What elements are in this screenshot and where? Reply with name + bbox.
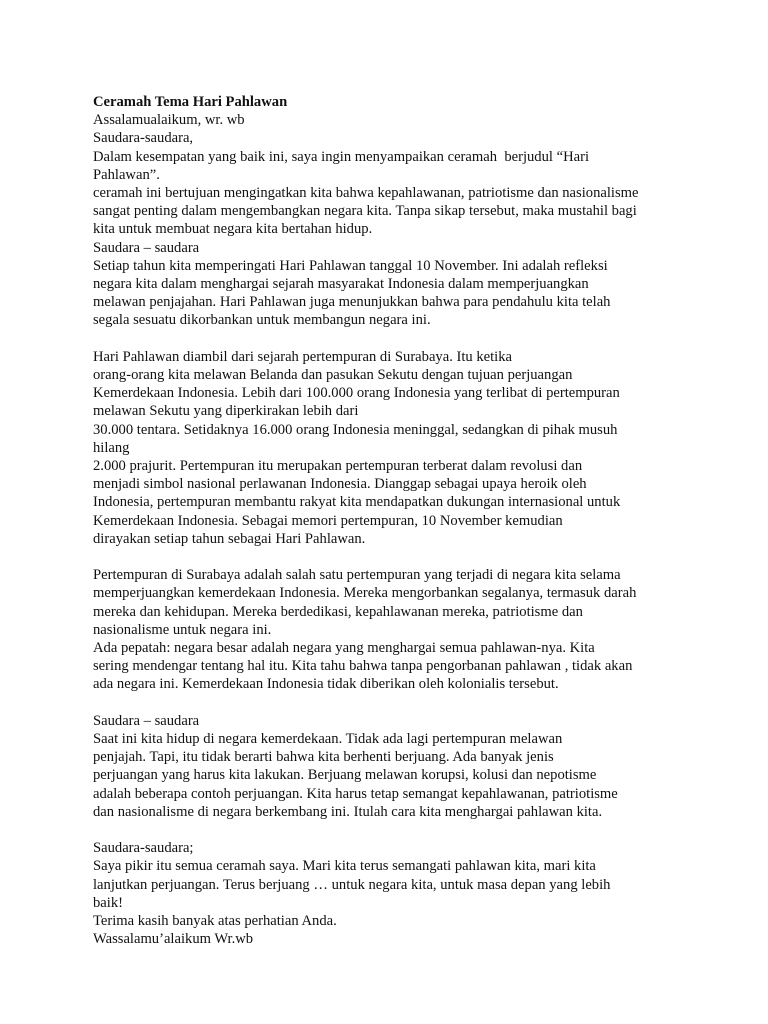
text-line: segala sesuatu dikorbankan untuk membangun negara ini. [93, 312, 431, 329]
text-line: Wassalamu’alaikum Wr.wb [93, 931, 254, 948]
document-title: Ceramah Tema Hari Pahlawan [93, 94, 288, 110]
text-line: mereka dan kehidupan. Mereka berdedikasi, kepahlawanan mereka, patriotisme dan [93, 603, 583, 620]
text-line: hilang [93, 439, 130, 456]
paragraph-gap [93, 694, 683, 712]
surabaya-section [93, 566, 683, 693]
text-line: dan nasionalisme di negara berkembang ini. Itulah cara kita menghargai pahlawan kita. [93, 803, 603, 820]
text-line: Pahlawan”. [93, 166, 160, 183]
text-line: baik! [93, 894, 123, 911]
text-line: Saudara-saudara, [93, 130, 194, 147]
text-line: Saat ini kita hidup di negara kemerdekaan. Tidak ada lagi pertempuran melawan [93, 731, 563, 748]
paragraph-gap [93, 548, 683, 566]
text-line: Assalamualaikum, wr. wb [93, 112, 245, 129]
text-line: kita untuk membuat negara kita bertahan hidup. [93, 221, 373, 238]
text-line: Hari Pahlawan diambil dari sejarah pertempuran di Surabaya. Itu ketika [93, 348, 513, 365]
text-line: 2.000 prajurit. Pertempuran itu merupakan pertempuran terberat dalam revolusi dan [93, 458, 583, 475]
text-line: nasionalisme untuk negara ini. [93, 621, 272, 638]
text-line: orang-orang kita melawan Belanda dan pasukan Sekutu dengan tujuan perjuangan [93, 367, 573, 384]
text-line: Saudara – saudara [93, 712, 200, 729]
text-line: Setiap tahun kita memperingati Hari Pahlawan tanggal 10 November. Ini adalah refleksi [93, 257, 608, 274]
text-line: Indonesia, pertempuran membantu rakyat kita mendapatkan dukungan internasional untuk [93, 494, 621, 511]
text-line: Saya pikir itu semua ceramah saya. Mari kita terus semangati pahlawan kita, mari kita [93, 858, 596, 875]
intro-section [93, 111, 683, 329]
document-page [93, 93, 683, 948]
text-line: negara kita dalam menghargai sejarah masyarakat Indonesia dalam memperjuangkan [93, 276, 589, 293]
text-line: Pertempuran di Surabaya adalah salah satu pertempuran yang terjadi di negara kita selama [93, 567, 621, 584]
text-line: Saudara-saudara; [93, 840, 194, 857]
text-line: penjajah. Tapi, itu tidak berarti bahwa kita berhenti berjuang. Ada banyak jenis [93, 749, 554, 766]
text-line: melawan Sekutu yang diperkirakan lebih dari [93, 403, 359, 420]
text-line: menjadi simbol nasional perlawanan Indonesia. Dianggap sebagai upaya heroik oleh [93, 476, 587, 493]
text-line: lanjutkan perjuangan. Terus berjuang … untuk negara kita, untuk masa depan yang lebih [93, 876, 611, 893]
text-line: 30.000 tentara. Setidaknya 16.000 orang Indonesia meninggal, sedangkan di pihak musuh [93, 421, 618, 438]
text-line: ada negara ini. Kemerdekaan Indonesia tidak diberikan oleh kolonialis tersebut. [93, 676, 559, 693]
text-line: Terima kasih banyak atas perhatian Anda. [93, 913, 337, 930]
text-line: Kemerdekaan Indonesia. Lebih dari 100.000 orang Indonesia yang terlibat di pertempuran [93, 385, 620, 402]
text-line: ceramah ini bertujuan mengingatkan kita bahwa kepahlawanan, patriotisme dan nasionalisme [93, 185, 639, 202]
text-line: memperjuangkan kemerdekaan Indonesia. Mereka mengorbankan segalanya, termasuk darah [93, 585, 637, 602]
text-line: sering mendengar tentang hal itu. Kita tahu bahwa tanpa pengorbanan pahlawan , tidak akan [93, 658, 633, 675]
text-line: adalah beberapa contoh perjuangan. Kita harus tetap semangat kepahlawanan, patriotisme [93, 785, 618, 802]
present-section [93, 712, 683, 821]
text-line: Ada pepatah: negara besar adalah negara yang menghargai semua pahlawan-nya. Kita [93, 640, 595, 657]
paragraph-gap [93, 821, 683, 839]
text-line: dirayakan setiap tahun sebagai Hari Pahlawan. [93, 530, 366, 547]
text-line: sangat penting dalam mengembangkan negara kita. Tanpa sikap tersebut, maka mustahil bagi [93, 203, 637, 220]
text-line: perjuangan yang harus kita lakukan. Berjuang melawan korupsi, kolusi dan nepotisme [93, 767, 597, 784]
closing-section [93, 839, 683, 948]
text-line: Kemerdekaan Indonesia. Sebagai memori pertempuran, 10 November kemudian [93, 512, 563, 529]
paragraph-gap [93, 330, 683, 348]
text-line: Saudara – saudara [93, 239, 200, 256]
history-section [93, 348, 683, 548]
text-line: melawan penjajahan. Hari Pahlawan juga menunjukkan bahwa para pendahulu kita telah [93, 294, 611, 311]
text-line: Dalam kesempatan yang baik ini, saya ingin menyampaikan ceramah berjudul “Hari [93, 148, 590, 165]
